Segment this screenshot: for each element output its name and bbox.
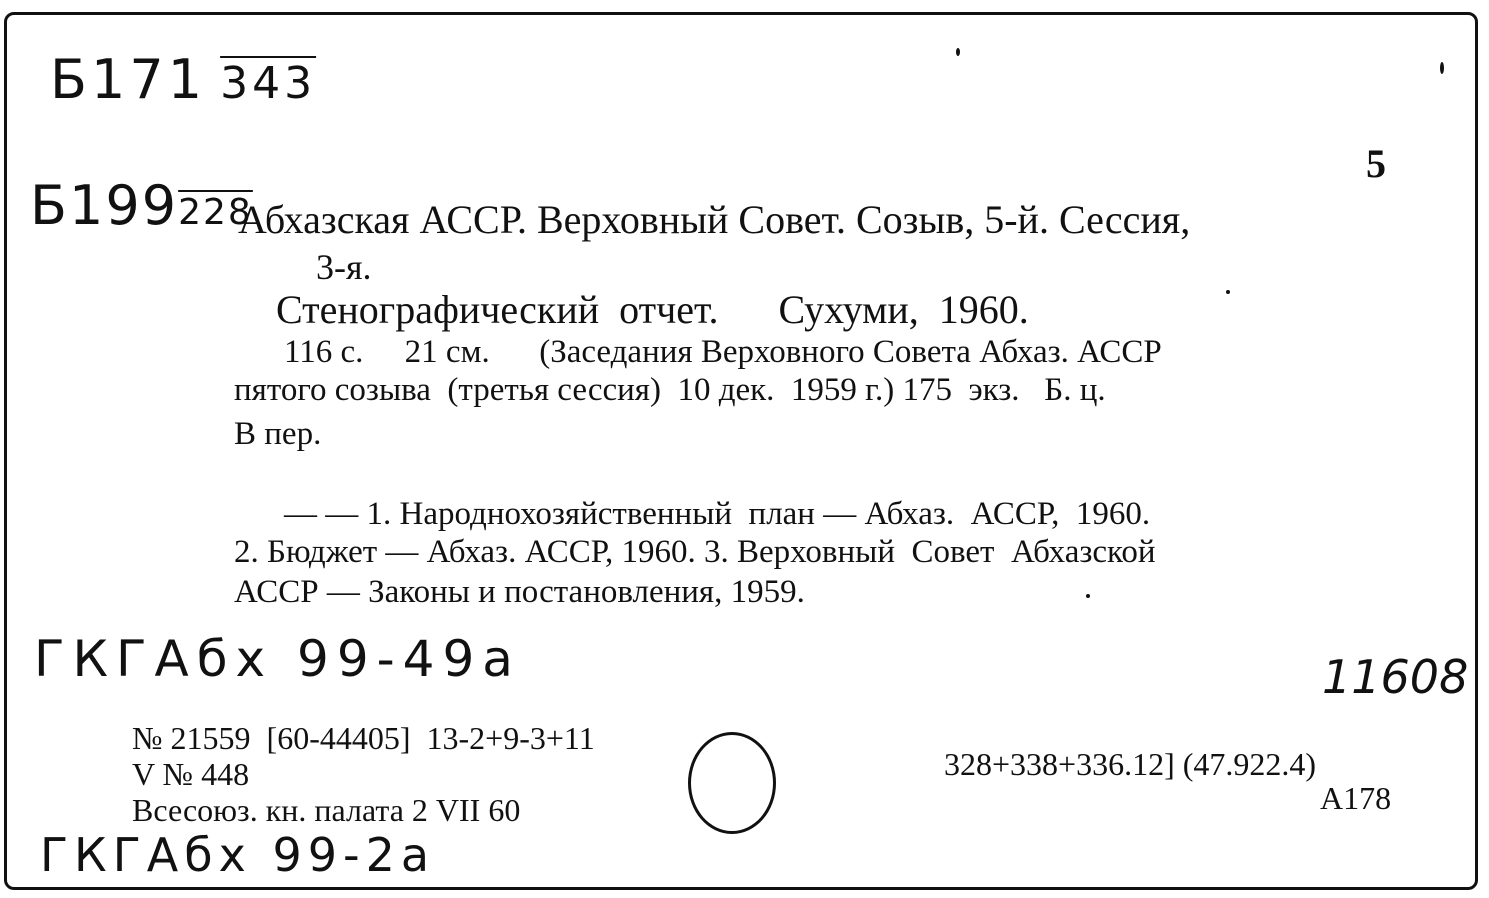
description-line-2: пятого созыва (третья сессия) 10 дек. 1959 г.) 175 экз. Б. ц. [234,372,1106,408]
footer-left-line-2: V № 448 [132,756,250,792]
speck-1 [956,48,960,56]
heading-line-1: Абхазская АССР. Верховный Совет. Созыв, 5-й. Сессия, [238,197,1191,242]
stamp-circle [688,732,776,834]
description-line-3: В пер. [234,416,322,452]
speck-4 [1086,594,1090,598]
handwritten-left-code-main: Б199 [30,174,179,237]
title-line: Стенографический отчет. Сухуми, 1960. [276,287,1029,332]
footer-left-line-3: Всесоюз. кн. палата 2 VII 60 [132,792,521,828]
handwritten-top-code-suffix: 343 [220,58,317,109]
card-number: 5 [1366,141,1386,186]
subjects-line-3: АССР — Законы и постановления, 1959. [234,574,805,610]
speck-2 [1440,62,1444,74]
handwritten-left-code [30,174,253,237]
speck-3 [1226,290,1230,294]
handwritten-top-code-main: Б171 [50,48,207,111]
footer-left-line-1: № 21559 [60-44405] 13-2+9-3+11 [132,720,595,756]
description-line-1: 116 с. 21 см. (Заседания Верховного Совета Абхаз. АССР [284,334,1162,370]
footer-right-line-1: 328+338+336.12] (47.922.4) [944,746,1317,782]
subjects-line-2: 2. Бюджет — Абхаз. АССР, 1960. 3. Верховный Совет Абхазской [234,534,1156,570]
handwritten-left-code-suffix: 228 [178,192,253,233]
subjects-line-1: — — 1. Народнохозяйственный план — Абхаз. АССР, 1960. [284,496,1151,532]
handwritten-bottom-note: ГКГАбх 99-2а [40,828,436,882]
footer-right-line-2: А178 [1320,780,1392,816]
handwritten-right-note: 11608 [1322,650,1469,704]
heading-line-2: 3-я. [316,247,372,287]
handwritten-top-code [50,48,316,111]
handwritten-middle-note: ГКГАбх 99-49а [34,630,521,688]
